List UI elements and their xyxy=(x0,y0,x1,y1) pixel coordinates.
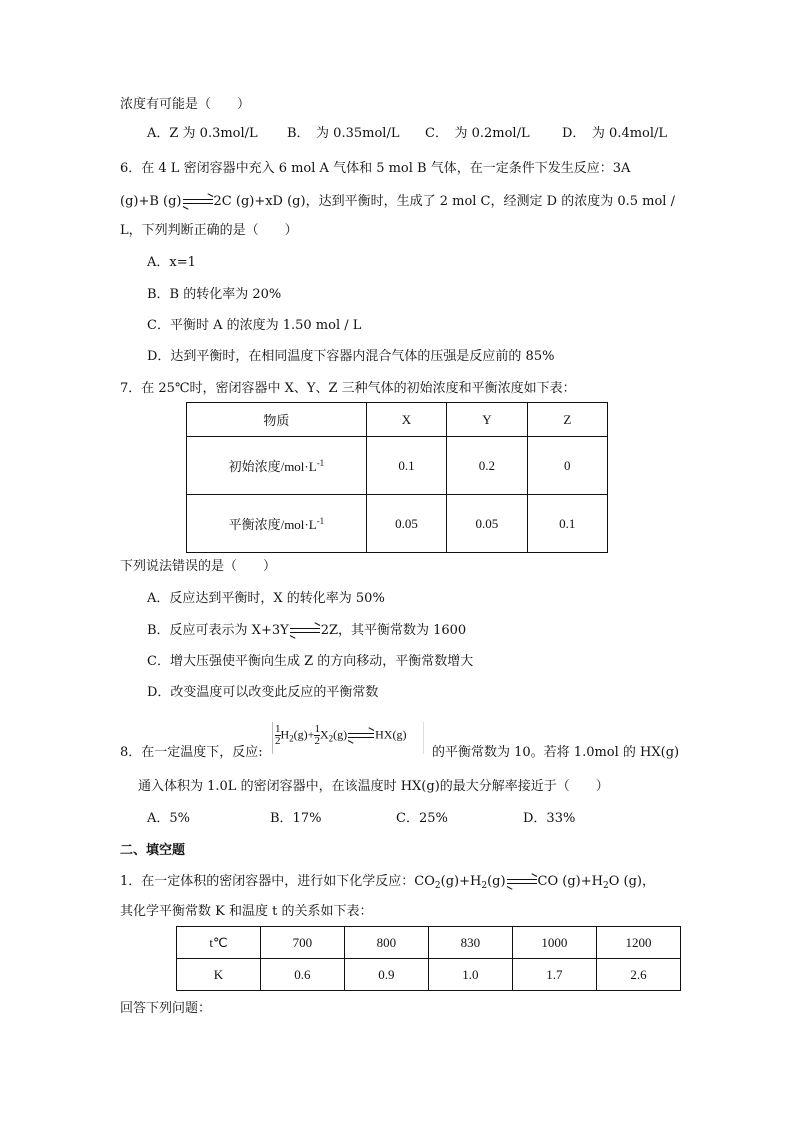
q5-option-d: D． 为 0.4mol/L xyxy=(562,126,668,141)
q7-question: 下列说法错误的是（ ） xyxy=(120,559,277,574)
q5-option-c: C． 为 0.2mol/L xyxy=(425,126,530,141)
table-header: Y xyxy=(447,403,527,437)
q6-option-a: A．x=1 xyxy=(147,255,196,270)
numerator: 1 xyxy=(275,723,281,735)
phase: (g) xyxy=(293,727,308,742)
equilibrium-arrow-icon xyxy=(290,626,320,635)
row-label-sup: -1 xyxy=(316,516,325,526)
subscript: 2 xyxy=(289,733,294,744)
fill1-line2: 其化学平衡常数 K 和温度 t 的关系如下表： xyxy=(120,904,373,919)
subscript: 2 xyxy=(602,881,609,891)
table-cell: 2.6 xyxy=(596,959,680,991)
table-row-label: K xyxy=(177,959,261,991)
table-cell: 1.7 xyxy=(512,959,596,991)
q8-option-d: D．33% xyxy=(523,811,576,826)
h2-symbol: H xyxy=(280,727,290,742)
table-cell: 0.1 xyxy=(527,495,607,553)
table-cell: 0 xyxy=(527,437,607,495)
q5-stem-tail: 浓度有可能是（ ） xyxy=(120,97,251,112)
row-label-text: 平衡浓度/mol·L xyxy=(228,517,317,532)
table-cell: 800 xyxy=(344,927,428,959)
q6-line3: L，下列判断正确的是（ ） xyxy=(120,223,298,238)
q8-stem-pre: 8．在一定温度下，反应: xyxy=(120,745,263,760)
table-cell: 0.1 xyxy=(366,437,446,495)
subscript: 2 xyxy=(481,881,488,891)
phase: (g) xyxy=(333,727,348,742)
plus: + xyxy=(307,727,315,742)
numerator: 1 xyxy=(314,723,320,735)
section-title: 二、填空题 xyxy=(120,843,186,858)
q6-option-d: D．达到平衡时，在相同温度下容器内混合气体的压强是反应前的 85% xyxy=(147,349,555,364)
q8-option-c: C．25% xyxy=(396,811,448,826)
q8-equation xyxy=(272,722,422,754)
q7-option-b-post: 2Z，其平衡常数为 1600 xyxy=(320,623,467,638)
table-row-label: t℃ xyxy=(177,927,261,959)
table-header: Z xyxy=(527,403,607,437)
q7-option-b-pre: B．反应可表示为 X+3Y xyxy=(147,623,289,638)
fill1-post2: O (g)， xyxy=(608,874,655,889)
fill1-line1 xyxy=(120,873,655,895)
q8-stem-post: 的平衡常数为 10。若将 1.0mol 的 HX(g) xyxy=(432,745,680,760)
q5-option-b: B． 为 0.35mol/L xyxy=(287,126,400,141)
product: HX(g) xyxy=(375,727,407,742)
q6-products: 2C (g)+xD (g)，达到平衡时，生成了 2 mol C，经测定 D 的浓度为 0.5 mol / xyxy=(213,194,675,209)
q6-line2 xyxy=(120,193,675,211)
q7-option-a: A．反应达到平衡时，X 的转化率为 50% xyxy=(147,591,385,606)
fill1-mid2: (g) xyxy=(487,874,506,889)
q6-reactants: (g)+B (g) xyxy=(120,194,182,209)
table-cell: 1000 xyxy=(512,927,596,959)
k-temperature-table xyxy=(176,926,681,991)
table-cell: 0.05 xyxy=(366,495,446,553)
table-cell: 1200 xyxy=(596,927,680,959)
equation-body xyxy=(275,724,406,747)
subscript: 2 xyxy=(328,733,334,744)
q7-concentration-table xyxy=(186,402,608,553)
fill1-pre: 1．在一定体积的密闭容器中，进行如下化学反应：CO xyxy=(120,874,435,889)
row-label-text: 初始浓度/mol·L xyxy=(228,459,317,474)
table-row-label xyxy=(187,437,367,495)
table-cell: 0.2 xyxy=(447,437,527,495)
table-header: X xyxy=(366,403,446,437)
table-cell: 700 xyxy=(260,927,344,959)
table-row-label xyxy=(187,495,367,553)
table-header: 物质 xyxy=(187,403,367,437)
q6-option-b: B．B 的转化率为 20% xyxy=(147,287,282,302)
q6-line1: 6．在 4 L 密闭容器中充入 6 mol A 气体和 5 mol B 气体，在一定条件下发生反应：3A xyxy=(120,161,631,176)
subscript: 2 xyxy=(434,881,441,891)
equilibrium-arrow-icon xyxy=(183,197,213,206)
table-cell: 830 xyxy=(428,927,512,959)
q8-option-a: A．5% xyxy=(147,811,191,826)
table-cell: 0.05 xyxy=(447,495,527,553)
fill1-answer-prompt: 回答下列问题： xyxy=(120,1001,212,1016)
fill1-post1: CO (g)+H xyxy=(537,874,603,889)
x2-symbol: X xyxy=(319,727,329,742)
q6-option-c: C．平衡时 A 的浓度为 1.50 mol / L xyxy=(147,318,362,333)
q7-option-c: C．增大压强使平衡向生成 Z 的方向移动，平衡常数增大 xyxy=(147,654,474,669)
denominator: 2 xyxy=(314,735,320,747)
q7-option-b xyxy=(147,622,466,640)
table-cell: 0.6 xyxy=(260,959,344,991)
equilibrium-arrow-icon xyxy=(348,731,374,740)
q8-line2: 通入体积为 1.0L 的密闭容器中，在该温度时 HX(g)的最大分解率接近于（ ） xyxy=(138,779,609,794)
fill1-mid1: (g)+H xyxy=(440,874,482,889)
q8-option-b: B．17% xyxy=(270,811,322,826)
table-cell: 1.0 xyxy=(428,959,512,991)
denominator: 2 xyxy=(275,735,281,747)
q7-option-d: D．改变温度可以改变此反应的平衡常数 xyxy=(147,685,379,700)
q7-stem: 7．在 25℃时，密闭容器中 X、Y、Z 三种气体的初始浓度和平衡浓度如下表： xyxy=(120,381,576,396)
q5-option-a: A．Z 为 0.3mol/L xyxy=(147,126,258,141)
equilibrium-arrow-icon xyxy=(507,877,537,886)
table-cell: 0.9 xyxy=(344,959,428,991)
row-label-sup: -1 xyxy=(316,458,325,468)
